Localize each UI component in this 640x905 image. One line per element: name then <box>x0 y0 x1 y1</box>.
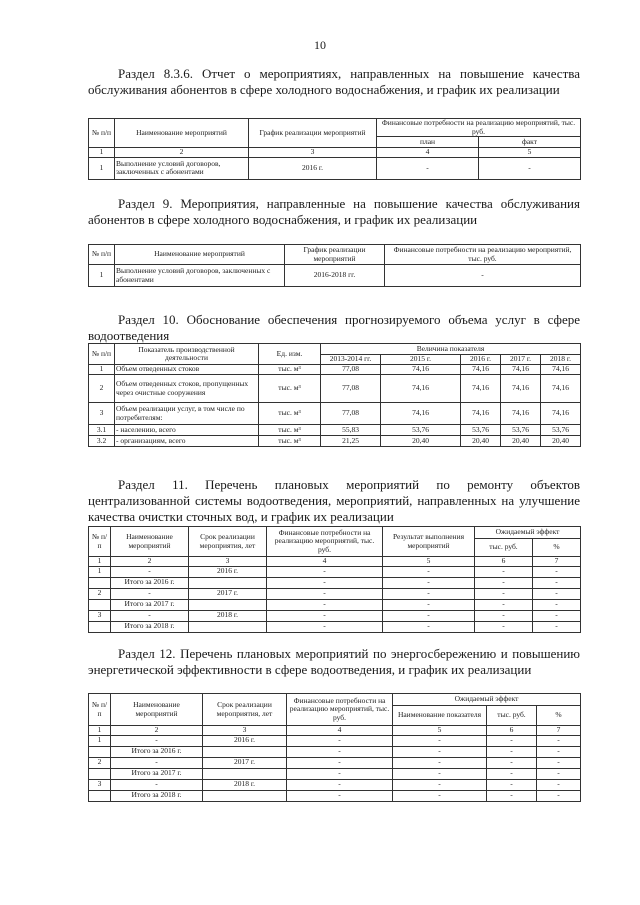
row-name: Итого за 2017 г. <box>111 768 203 779</box>
section-8-3-6-table <box>88 118 581 180</box>
row-result: - <box>383 621 475 632</box>
table-row <box>89 610 581 621</box>
row-finance: - <box>287 746 393 757</box>
header-name: Наименование мероприятий <box>115 119 249 148</box>
row-name: Итого за 2017 г. <box>111 599 189 610</box>
row-value: 53,76 <box>501 425 541 436</box>
row-finance: - <box>267 621 383 632</box>
row-finance: - <box>267 577 383 588</box>
row-unit: тыс. м³ <box>259 403 321 425</box>
row-finance: - <box>267 610 383 621</box>
header-plan: план <box>377 137 479 148</box>
row-name: Итого за 2018 г. <box>111 621 189 632</box>
header-indicator: Показатель производственной деятельности <box>115 344 259 365</box>
header-schedule: График реализации мероприятий <box>285 245 385 265</box>
col-number: 4 <box>377 148 479 158</box>
row-rub: - <box>475 599 533 610</box>
row-num <box>89 790 111 801</box>
row-value: 74,16 <box>461 403 501 425</box>
row-result: - <box>383 566 475 577</box>
table-row <box>89 621 581 632</box>
row-pct: - <box>533 588 581 599</box>
row-rub: - <box>487 735 537 746</box>
col-number: 3 <box>203 726 287 736</box>
col-number: 1 <box>89 148 115 158</box>
table-row <box>89 425 581 436</box>
row-num: 1 <box>89 735 111 746</box>
row-plan: - <box>377 157 479 179</box>
row-value: 74,16 <box>381 375 461 403</box>
header-effect: Ожидаемый эффект <box>475 527 581 539</box>
section-11-title: Раздел 11. Перечень плановых мероприятий по ремонту объектов централизованной системы водоотведения, мероприятий, направленных на улучшение качества очистки сточных вод, и график их реализации <box>88 477 580 524</box>
section-8-3-6-title: Раздел 8.3.6. Отчет о мероприятиях, направленных на повышение качества обслуживания абонентов в сфере холодного водоснабжения, и график их реализации <box>88 66 580 97</box>
row-value: 53,76 <box>541 425 581 436</box>
table-row <box>89 599 581 610</box>
row-finance: - <box>287 768 393 779</box>
col-number: 4 <box>287 726 393 736</box>
row-pct: - <box>533 621 581 632</box>
col-number: 4 <box>267 557 383 567</box>
row-num <box>89 577 111 588</box>
row-num: 2 <box>89 375 115 403</box>
header-year: 2015 г. <box>381 355 461 365</box>
row-num: 1 <box>89 265 115 287</box>
row-term <box>189 577 267 588</box>
row-indicator: - <box>393 790 487 801</box>
row-term <box>203 768 287 779</box>
row-value: 74,16 <box>501 375 541 403</box>
column-number-row <box>89 557 581 567</box>
col-number: 1 <box>89 557 111 567</box>
table-row <box>89 375 581 403</box>
header-fact: факт <box>479 137 581 148</box>
row-term: 2017 г. <box>203 757 287 768</box>
col-number: 7 <box>533 557 581 567</box>
col-number: 5 <box>479 148 581 158</box>
row-result: - <box>383 610 475 621</box>
row-finance: - <box>267 599 383 610</box>
table-row <box>89 436 581 447</box>
header-pct: % <box>533 539 581 557</box>
row-value: 74,16 <box>501 403 541 425</box>
row-rub: - <box>475 621 533 632</box>
header-year: 2017 г. <box>501 355 541 365</box>
row-term: 2016 г. <box>189 566 267 577</box>
row-pct: - <box>537 757 581 768</box>
row-num: 3 <box>89 610 111 621</box>
col-number: 2 <box>115 148 249 158</box>
row-finance: - <box>287 735 393 746</box>
table-row <box>89 735 581 746</box>
row-pct: - <box>537 735 581 746</box>
col-number: 6 <box>487 726 537 736</box>
row-pct: - <box>537 746 581 757</box>
row-value: 77,08 <box>321 375 381 403</box>
row-name: Выполнение условий договоров, заключенных с абонентами <box>115 265 285 287</box>
row-name: - <box>111 735 203 746</box>
row-name: Итого за 2018 г. <box>111 790 203 801</box>
row-value: 77,08 <box>321 365 381 375</box>
row-rub: - <box>475 577 533 588</box>
row-pct: - <box>537 779 581 790</box>
row-indicator: - <box>393 746 487 757</box>
row-value: 20,40 <box>541 436 581 447</box>
row-num: 3.2 <box>89 436 115 447</box>
row-term: 2018 г. <box>189 610 267 621</box>
header-name: Наименование мероприятий <box>115 245 285 265</box>
row-num: 3 <box>89 779 111 790</box>
row-term: 2016 г. <box>203 735 287 746</box>
header-finance: Финансовые потребности на реализацию мероприятий, тыс. руб. <box>385 245 581 265</box>
header-rub: тыс. руб. <box>475 539 533 557</box>
row-rub: - <box>475 588 533 599</box>
table-row <box>89 365 581 375</box>
header-year: 2016 г. <box>461 355 501 365</box>
table-row <box>89 779 581 790</box>
row-rub: - <box>487 779 537 790</box>
header-name: Наименование мероприятий <box>111 694 203 726</box>
header-num: № п/п <box>89 694 111 726</box>
row-schedule: 2016-2018 гг. <box>285 265 385 287</box>
row-value: 74,16 <box>541 365 581 375</box>
row-pct: - <box>537 768 581 779</box>
row-rub: - <box>487 768 537 779</box>
row-indicator: - <box>393 757 487 768</box>
col-number: 5 <box>383 557 475 567</box>
row-value: 74,16 <box>541 375 581 403</box>
header-term: Срок реализации мероприятия, лет <box>203 694 287 726</box>
col-number: 5 <box>393 726 487 736</box>
section-10-table <box>88 343 581 447</box>
table-row <box>89 265 581 287</box>
header-schedule: График реализации мероприятий <box>249 119 377 148</box>
row-finance: - <box>267 566 383 577</box>
header-indicator: Наименование показателя <box>393 706 487 726</box>
row-unit: тыс. м³ <box>259 436 321 447</box>
section-12-table <box>88 693 581 802</box>
header-pct: % <box>537 706 581 726</box>
header-finance: Финансовые потребности на реализацию мероприятий, тыс. руб. <box>267 527 383 557</box>
row-name: - организациям, всего <box>115 436 259 447</box>
row-name: Объем отведенных стоков, пропущенных через очистные сооружения <box>115 375 259 403</box>
header-term: Срок реализации мероприятия, лет <box>189 527 267 557</box>
section-9-table <box>88 244 581 287</box>
row-pct: - <box>537 790 581 801</box>
row-term: 2017 г. <box>189 588 267 599</box>
row-result: - <box>383 599 475 610</box>
row-indicator: - <box>393 779 487 790</box>
row-term: 2018 г. <box>203 779 287 790</box>
table-row <box>89 566 581 577</box>
table-row <box>89 577 581 588</box>
row-term <box>203 790 287 801</box>
row-term <box>203 746 287 757</box>
col-number: 6 <box>475 557 533 567</box>
section-10-title: Раздел 10. Обоснование обеспечения прогнозируемого объема услуг в сфере водоотведения <box>88 312 580 343</box>
row-num: 3 <box>89 403 115 425</box>
header-result: Результат выполнения мероприятий <box>383 527 475 557</box>
row-name: Объем отведенных стоков <box>115 365 259 375</box>
row-value: 53,76 <box>461 425 501 436</box>
table-row <box>89 790 581 801</box>
table-row <box>89 588 581 599</box>
row-finance: - <box>267 588 383 599</box>
row-pct: - <box>533 599 581 610</box>
row-num: 1 <box>89 365 115 375</box>
row-unit: тыс. м³ <box>259 375 321 403</box>
row-rub: - <box>475 566 533 577</box>
row-pct: - <box>533 610 581 621</box>
row-value: 53,76 <box>381 425 461 436</box>
row-name: - <box>111 610 189 621</box>
col-number: 3 <box>249 148 377 158</box>
page-number: 10 <box>314 38 326 52</box>
row-num <box>89 746 111 757</box>
row-name: - <box>111 588 189 599</box>
row-fact: - <box>479 157 581 179</box>
row-finance: - <box>287 757 393 768</box>
row-value: 77,08 <box>321 403 381 425</box>
row-name: Итого за 2016 г. <box>111 746 203 757</box>
row-rub: - <box>487 746 537 757</box>
row-term <box>189 621 267 632</box>
row-name: Итого за 2016 г. <box>111 577 189 588</box>
header-rub: тыс. руб. <box>487 706 537 726</box>
row-name: - <box>111 566 189 577</box>
header-finance: Финансовые потребности на реализацию мероприятий, тыс. руб. <box>287 694 393 726</box>
row-value: 74,16 <box>541 403 581 425</box>
row-term <box>189 599 267 610</box>
row-num: 1 <box>89 566 111 577</box>
row-name: - населению, всего <box>115 425 259 436</box>
row-rub: - <box>487 790 537 801</box>
header-finance: Финансовые потребности на реализацию мероприятий, тыс. руб. <box>377 119 581 137</box>
section-9-title: Раздел 9. Мероприятия, направленные на повышение качества обслуживания абонентов в сфере холодного водоснабжения, и график их реализации <box>88 196 580 227</box>
section-11-table <box>88 526 581 633</box>
row-num: 3.1 <box>89 425 115 436</box>
row-num <box>89 768 111 779</box>
column-number-row <box>89 726 581 736</box>
row-value: 21,25 <box>321 436 381 447</box>
header-num: № п/ п <box>89 527 111 557</box>
row-num <box>89 621 111 632</box>
row-name: - <box>111 757 203 768</box>
row-name: Выполнение условий договоров, заключенных с абонентами <box>115 157 249 179</box>
row-value: 20,40 <box>501 436 541 447</box>
header-value: Величина показателя <box>321 344 581 355</box>
row-name: - <box>111 779 203 790</box>
col-number: 2 <box>111 726 203 736</box>
col-number: 3 <box>189 557 267 567</box>
row-value: 20,40 <box>461 436 501 447</box>
row-finance: - <box>385 265 581 287</box>
row-indicator: - <box>393 735 487 746</box>
column-number-row <box>89 148 581 158</box>
header-num: № п/п <box>89 119 115 148</box>
row-num: 2 <box>89 757 111 768</box>
row-pct: - <box>533 577 581 588</box>
col-number: 2 <box>111 557 189 567</box>
table-row <box>89 403 581 425</box>
header-unit: Ед. изм. <box>259 344 321 365</box>
row-rub: - <box>475 610 533 621</box>
row-num: 2 <box>89 588 111 599</box>
row-finance: - <box>287 779 393 790</box>
row-unit: тыс. м³ <box>259 425 321 436</box>
row-value: 20,40 <box>381 436 461 447</box>
row-value: 74,16 <box>461 375 501 403</box>
section-12-title: Раздел 12. Перечень плановых мероприятий по энергосбережению и повышению энергетической эффективности в сфере водоотведения, и график их реализации <box>88 646 580 677</box>
row-num <box>89 599 111 610</box>
row-result: - <box>383 588 475 599</box>
row-unit: тыс. м³ <box>259 365 321 375</box>
row-value: 74,16 <box>381 403 461 425</box>
row-value: 74,16 <box>461 365 501 375</box>
col-number: 7 <box>537 726 581 736</box>
row-schedule: 2016 г. <box>249 157 377 179</box>
row-result: - <box>383 577 475 588</box>
table-row <box>89 768 581 779</box>
row-indicator: - <box>393 768 487 779</box>
row-value: 74,16 <box>381 365 461 375</box>
header-num: № п/п <box>89 245 115 265</box>
header-num: № п/п <box>89 344 115 365</box>
row-name: Объем реализации услуг, в том числе по потребителям: <box>115 403 259 425</box>
table-row <box>89 746 581 757</box>
header-year: 2018 г. <box>541 355 581 365</box>
row-rub: - <box>487 757 537 768</box>
header-effect: Ожидаемый эффект <box>393 694 581 706</box>
header-name: Наименование мероприятий <box>111 527 189 557</box>
row-pct: - <box>533 566 581 577</box>
col-number: 1 <box>89 726 111 736</box>
row-num: 1 <box>89 157 115 179</box>
row-finance: - <box>287 790 393 801</box>
table-row <box>89 157 581 179</box>
table-row <box>89 757 581 768</box>
header-year: 2013-2014 гг. <box>321 355 381 365</box>
row-value: 74,16 <box>501 365 541 375</box>
row-value: 55,83 <box>321 425 381 436</box>
